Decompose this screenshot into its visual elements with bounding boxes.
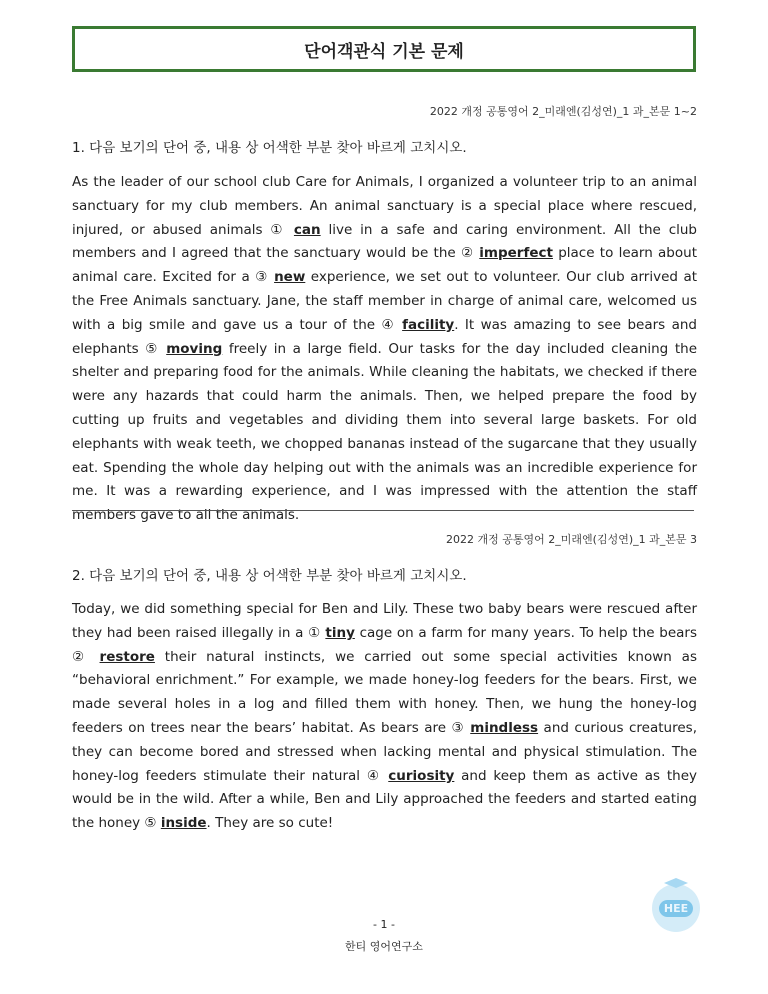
- page-number: - 1 -: [373, 918, 395, 931]
- q2-word-1: tiny: [325, 624, 355, 641]
- page-title: 단어객관식 기본 문제: [304, 41, 464, 62]
- q1-text: live in a safe and caring environment. All the club members and I agreed that the sanctuary would be the ②: [72, 221, 697, 262]
- q2-text: their natural instincts, we carried out some special activities known as “behavioral enrichment.” For example, we made honey-log feeders for the bears. First, we made several holes in a log and filled them with honey. Then, we hung the honey-log feeders on trees near the bears’ habitat. As bears are ③: [72, 648, 697, 736]
- q1-passage: [72, 171, 697, 528]
- q2-text: cage on a farm for many years. To help the bears ②: [72, 624, 698, 665]
- q1-word-4: facility: [402, 316, 455, 333]
- q2-word-2: restore: [99, 648, 155, 665]
- footer-org: 한티 영어연구소: [345, 940, 423, 953]
- q1-text: As the leader of our school club Care for Animals, I organized a volunteer trip to an animal sanctuary for my club members. An animal sanctuary is a special place where rescued, injured, or abused animals ①: [72, 174, 697, 238]
- title-box: [72, 26, 696, 72]
- q1-source: 2022 개정 공통영어 2_미래엔(김성연)_1 과_본문 1~2: [429, 105, 697, 118]
- q1-word-3: new: [274, 269, 306, 286]
- q2-heading: 2. 다음 보기의 단어 중, 내용 상 어색한 부분 찾아 바르게 고치시오.: [72, 568, 467, 584]
- divider: [72, 510, 694, 511]
- q1-word-1: can: [293, 221, 321, 238]
- q2-text: and keep them as active as they would be in the wild. After a while, Ben and Lily approached the feeders and started eating the honey ⑤: [72, 767, 697, 832]
- q1-text: freely in a large field. Our tasks for the day included cleaning the shelter and preparing food for the animals. While cleaning the habitats, we checked if there were any hazards that could harm the animals. Then, we helped prepare the food by cutting up fruits and vegetables and dividing them into several large baskets. For old elephants with weak teeth, we chopped bananas instead of the sugarcane that they usually eat. Spending the whole day helping out with the animals was an incredible experience for me. It was a rewarding experience, and I was impressed with the attention the staff members gave to all the animals.: [72, 340, 697, 524]
- logo-text: HEE: [659, 900, 693, 917]
- q2-passage: [72, 598, 697, 836]
- q1-word-5: moving: [166, 340, 223, 357]
- q2-text: Today, we did something special for Ben and Lily. These two baby bears were rescued after they had been raised illegally in a ①: [72, 601, 697, 641]
- q1-text: . It was amazing to see bears and elephants ⑤: [72, 316, 697, 357]
- q2-text: and curious creatures, they can become bored and stressed when lacking mental and physical stimulation. The honey-log feeders stimulate their natural ④: [72, 719, 697, 784]
- q1-text: experience, we set out to volunteer. Our club arrived at the Free Animals sanctuary. Jane, the staff member in charge of animal care, welcomed us with a big smile and gave us a tour of the ④: [72, 269, 698, 333]
- q2-word-4: curiosity: [388, 767, 455, 784]
- q2-text: . They are so cute!: [206, 815, 334, 832]
- q2-word-3: mindless: [470, 719, 539, 736]
- q1-word-2: imperfect: [479, 245, 553, 262]
- q1-heading: 1. 다음 보기의 단어 중, 내용 상 어색한 부분 찾아 바르게 고치시오.: [72, 140, 467, 156]
- q1-text: place to learn about animal care. Excited for a ③: [72, 245, 697, 286]
- q2-word-5: inside: [160, 815, 207, 832]
- q2-source: 2022 개정 공통영어 2_미래엔(김성연)_1 과_본문 3: [446, 533, 697, 546]
